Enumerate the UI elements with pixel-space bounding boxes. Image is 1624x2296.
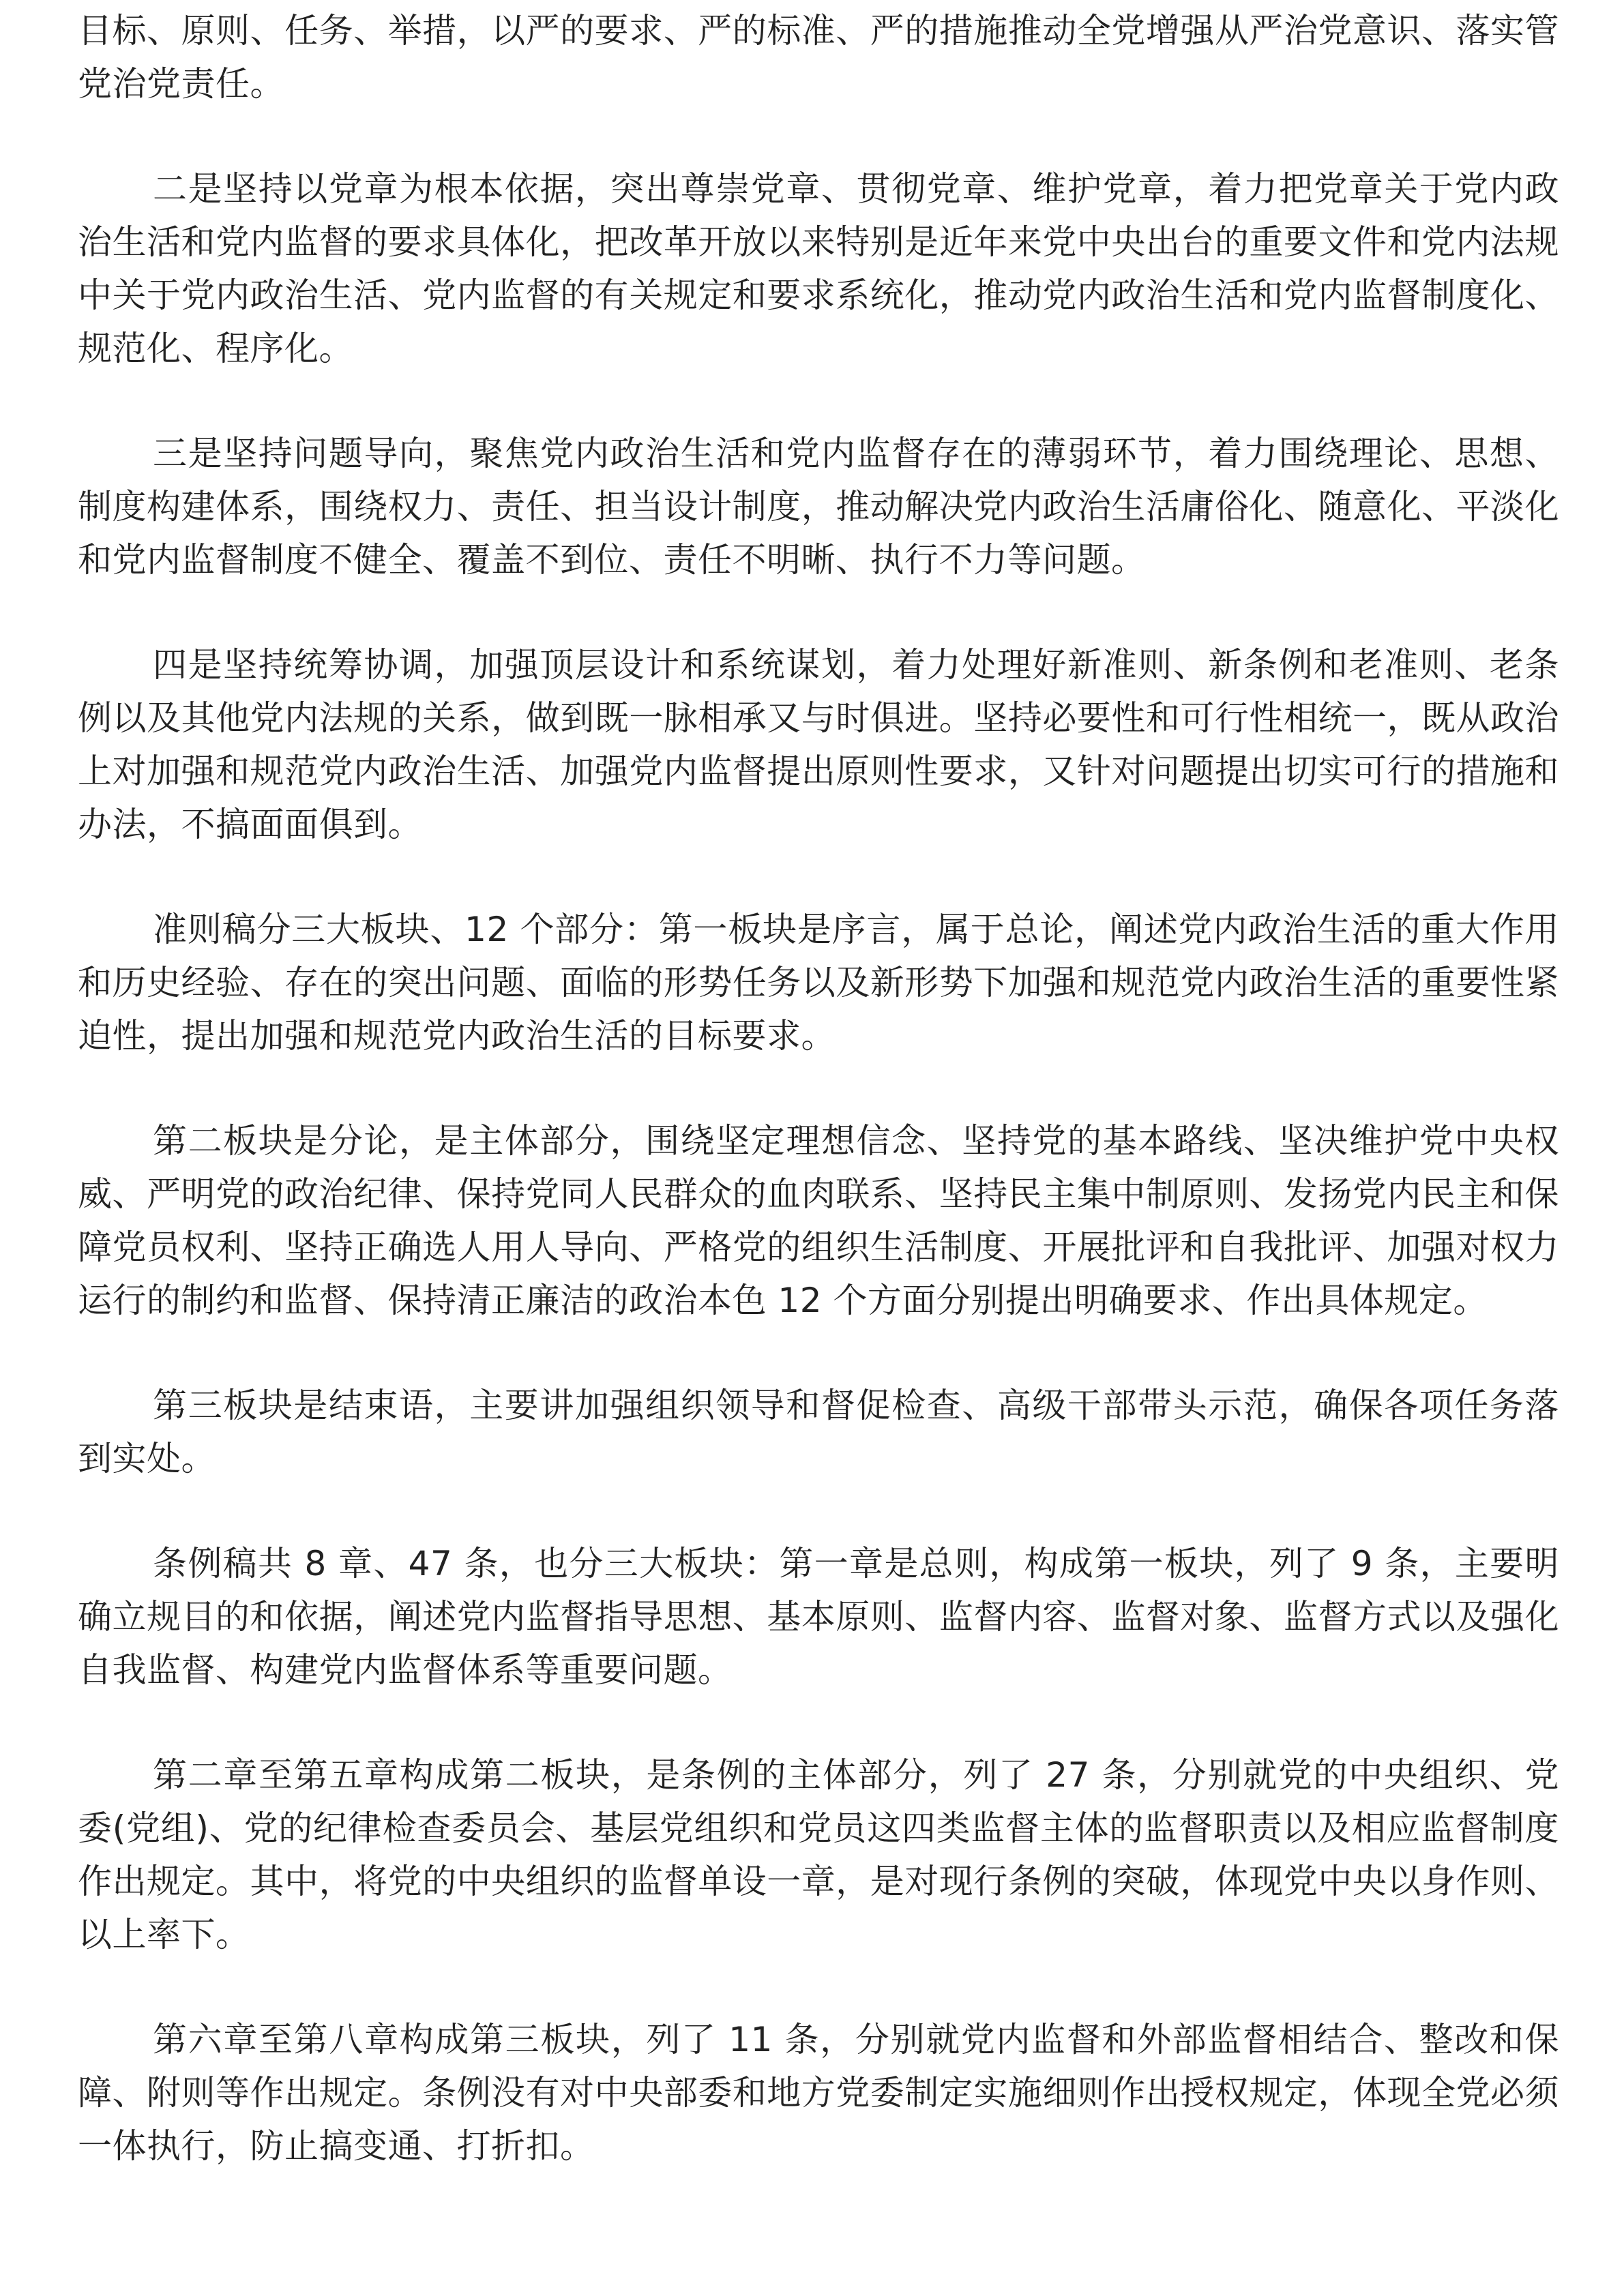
article-body: [78, 0, 1559, 2224]
paragraph-1: 目标、原则、任务、举措，以严的要求、严的标准、严的措施推动全党增强从严治党意识、落实管党治党责任。: [78, 11, 1559, 104]
paragraph-2: 二是坚持以党章为根本依据，突出尊崇党章、贯彻党章、维护党章，着力把党章关于党内政治生活和党内监督的要求具体化，把改革开放以来特别是近年来党中央出台的重要文件和党内法规中关于党内政治生活、党内监督的有关规定和要求系统化，推动党内政治生活和党内监督制度化、规范化、程序化。: [78, 169, 1559, 368]
paragraph-10: 第六章至第八章构成第三板块，列了 11 条，分别就党内监督和外部监督相结合、整改和保障、附则等作出规定。条例没有对中央部委和地方党委制定实施细则作出授权规定，体现全党必须一体执行，防止搞变通、打折扣。: [78, 2020, 1559, 2166]
paragraph-5: 准则稿分三大板块、12 个部分：第一板块是序言，属于总论，阐述党内政治生活的重大作用和历史经验、存在的突出问题、面临的形势任务以及新形势下加强和规范党内政治生活的重要性紧迫性，提出加强和规范党内政治生活的目标要求。: [78, 910, 1559, 1056]
paragraph-7: 第三板块是结束语，主要讲加强组织领导和督促检查、高级干部带头示范，确保各项任务落到实处。: [78, 1386, 1559, 1478]
paragraph-4: 四是坚持统筹协调，加强顶层设计和系统谋划，着力处理好新准则、新条例和老准则、老条例以及其他党内法规的关系，做到既一脉相承又与时俱进。坚持必要性和可行性相统一，既从政治上对加强和规范党内政治生活、加强党内监督提出原则性要求，又针对问题提出切实可行的措施和办法，不搞面面俱到。: [78, 645, 1559, 844]
paragraph-6: 第二板块是分论，是主体部分，围绕坚定理想信念、坚持党的基本路线、坚决维护党中央权威、严明党的政治纪律、保持党同人民群众的血肉联系、坚持民主集中制原则、发扬党内民主和保障党员权利、坚持正确选人用人导向、严格党的组织生活制度、开展批评和自我批评、加强对权力运行的制约和监督、保持清正廉洁的政治本色 12 个方面分别提出明确要求、作出具体规定。: [78, 1121, 1559, 1320]
paragraph-9: 第二章至第五章构成第二板块，是条例的主体部分，列了 27 条，分别就党的中央组织、党委(党组)、党的纪律检查委员会、基层党组织和党员这四类监督主体的监督职责以及相应监督制度作出规定。其中，将党的中央组织的监督单设一章，是对现行条例的突破，体现党中央以身作则、以上率下。: [78, 1755, 1559, 1954]
paragraph-8: 条例稿共 8 章、47 条，也分三大板块：第一章是总则，构成第一板块，列了 9 条，主要明确立规目的和依据，阐述党内监督指导思想、基本原则、监督内容、监督对象、监督方式以及强化自我监督、构建党内监督体系等重要问题。: [78, 1544, 1559, 1690]
paragraph-3: 三是坚持问题导向，聚焦党内政治生活和党内监督存在的薄弱环节，着力围绕理论、思想、制度构建体系，围绕权力、责任、担当设计制度，推动解决党内政治生活庸俗化、随意化、平淡化和党内监督制度不健全、覆盖不到位、责任不明晰、执行不力等问题。: [78, 434, 1559, 580]
